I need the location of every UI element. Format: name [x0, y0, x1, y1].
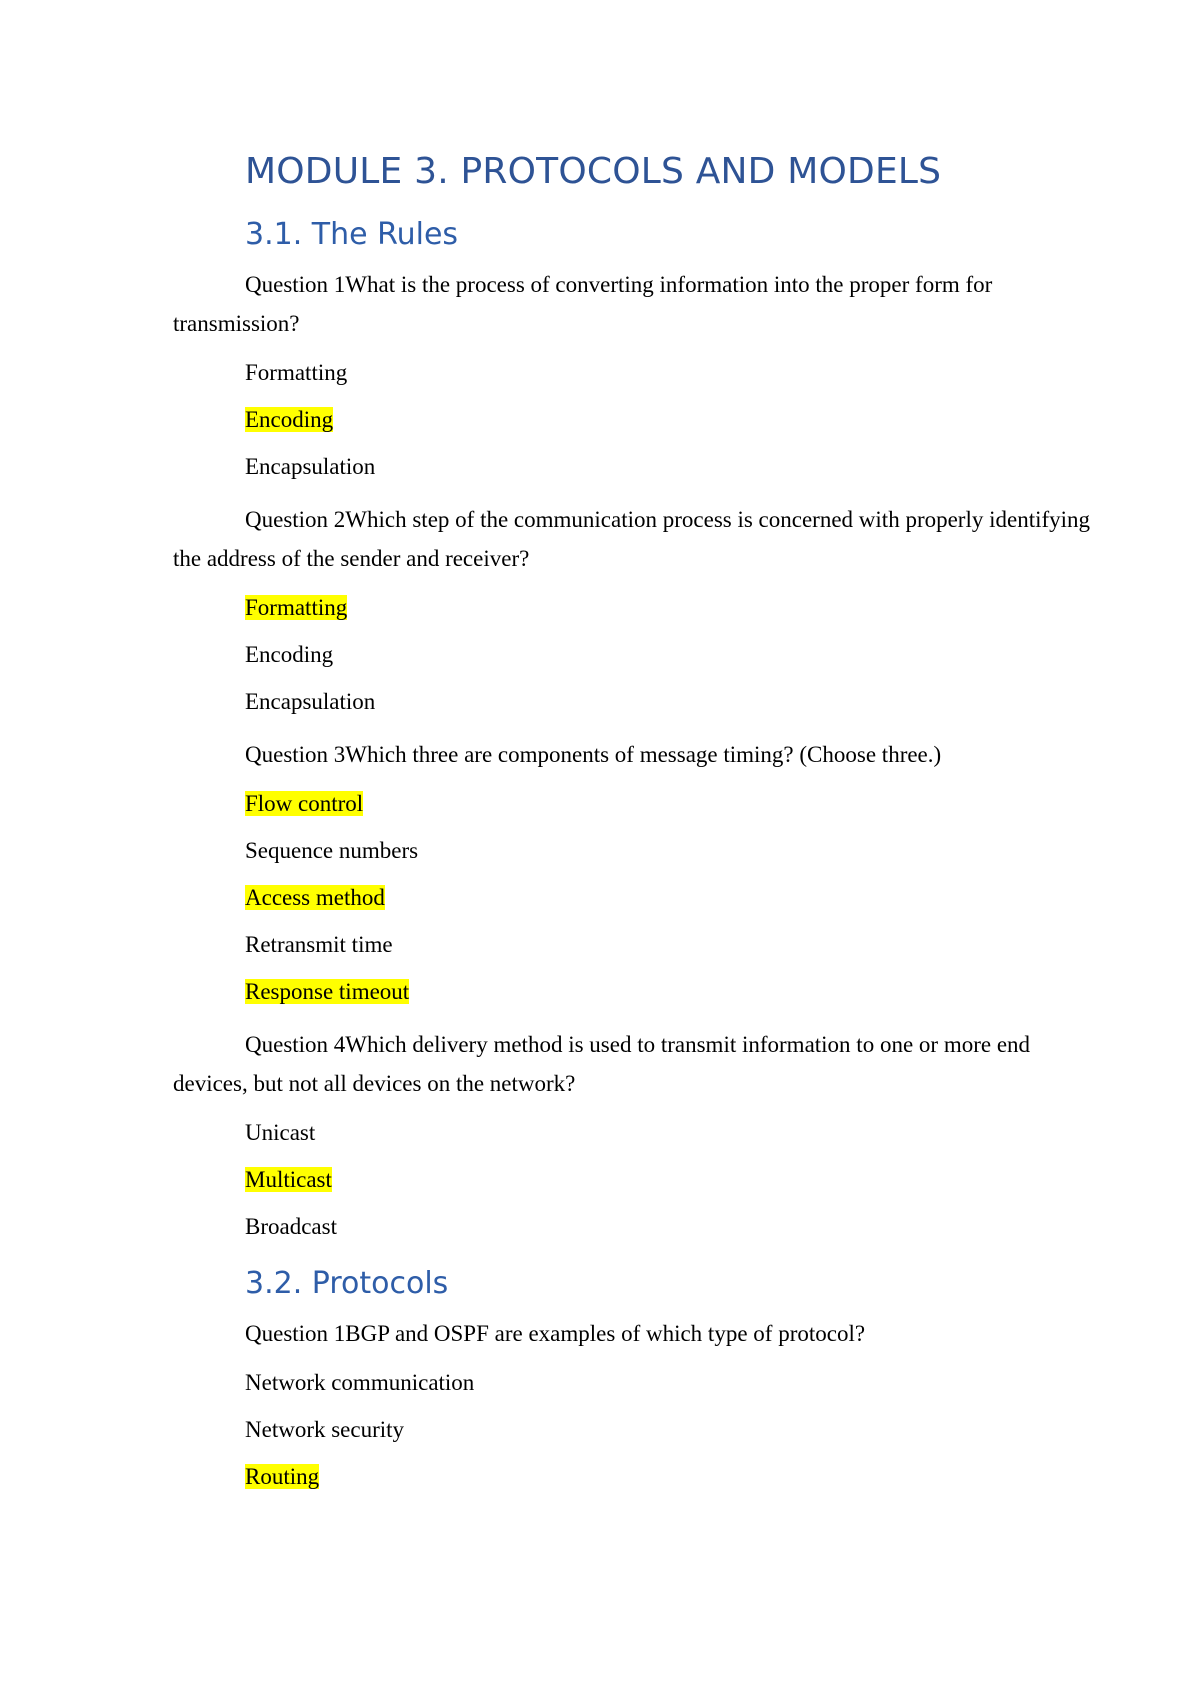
- answer-option-correct: [245, 881, 1103, 915]
- answer-option: [245, 834, 1103, 868]
- question-text: Question 1BGP and OSPF are examples of which type of protocol?: [245, 1321, 866, 1347]
- question-text: Question 1What is the process of converting information into the proper form for transmission?: [173, 272, 993, 337]
- answer-option: [245, 1366, 1103, 1400]
- answer-option: [245, 450, 1103, 484]
- highlighted-answer-text: Access method: [245, 885, 385, 911]
- answer-option: [245, 1210, 1103, 1244]
- answer-option-text: Formatting: [245, 360, 348, 386]
- highlighted-answer-text: Encoding: [245, 407, 334, 433]
- question-text: Question 3Which three are components of message timing? (Choose three.): [245, 742, 942, 768]
- answer-option: [245, 638, 1103, 672]
- answer-option: [245, 1116, 1103, 1150]
- highlighted-answer-text: Multicast: [245, 1167, 332, 1193]
- answer-option-correct: [245, 591, 1103, 625]
- answer-option-text: Broadcast: [245, 1214, 337, 1240]
- answer-option-correct: [245, 975, 1103, 1009]
- answer-option-correct: [245, 1460, 1103, 1494]
- answer-option-text: Encapsulation: [245, 689, 376, 715]
- highlighted-answer-text: Formatting: [245, 595, 348, 621]
- answer-option-text: Unicast: [245, 1120, 316, 1146]
- page-title: MODULE 3. PROTOCOLS AND MODELS: [245, 151, 942, 192]
- answer-option-correct: [245, 403, 1103, 437]
- highlighted-answer-text: Flow control: [245, 791, 364, 817]
- question-text: Question 2Which step of the communication process is concerned with properly identifying the address of the sender and receiver?: [173, 507, 1091, 572]
- section-heading-protocols: 3.2. Protocols: [245, 1266, 449, 1302]
- question-text: Question 4Which delivery method is used to transmit information to one or more end devices, but not all devices on the network?: [173, 1032, 1031, 1097]
- answer-option: [245, 685, 1103, 719]
- highlighted-answer-text: Routing: [245, 1464, 320, 1490]
- answer-option: [245, 1413, 1103, 1447]
- answer-option-text: Encapsulation: [245, 454, 376, 480]
- answer-option-text: Network security: [245, 1417, 405, 1443]
- answer-option: [245, 928, 1103, 962]
- document-body: [173, 150, 1103, 1494]
- answer-option: [245, 356, 1103, 390]
- answer-option-text: Retransmit time: [245, 932, 393, 958]
- section-heading-rules: 3.1. The Rules: [245, 217, 459, 253]
- answer-option-text: Sequence numbers: [245, 838, 419, 864]
- answer-option-text: Encoding: [245, 642, 334, 668]
- answer-option-text: Network communication: [245, 1370, 475, 1396]
- answer-option-correct: [245, 1163, 1103, 1197]
- highlighted-answer-text: Response timeout: [245, 979, 410, 1005]
- answer-option-correct: [245, 787, 1103, 821]
